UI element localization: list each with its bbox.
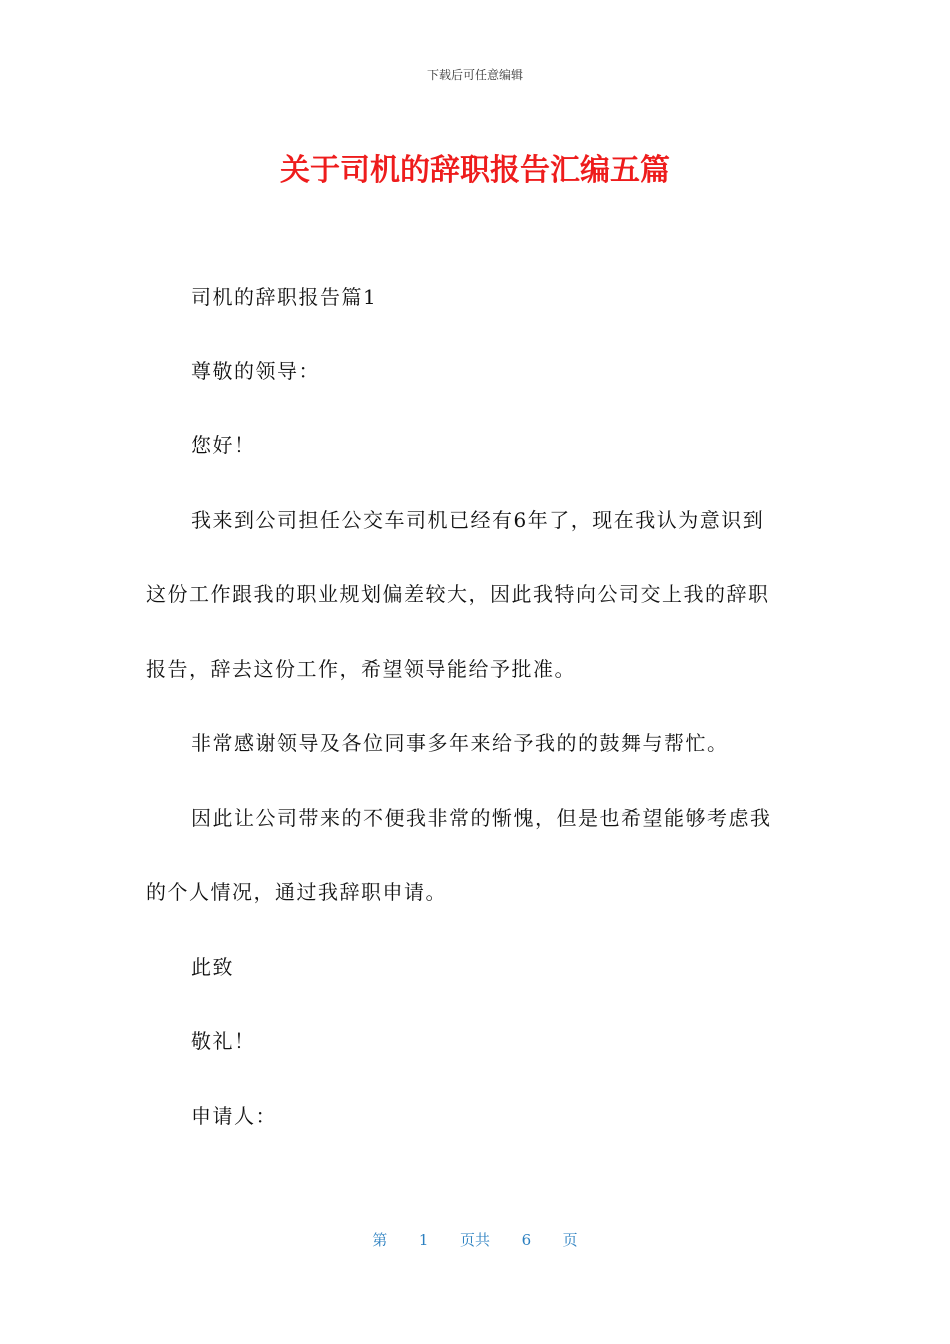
- body-line-6: 报告，辞去这份工作，希望领导能给予批准。: [146, 657, 576, 681]
- page-total: 6: [521, 1231, 532, 1249]
- page-suffix: 页: [562, 1231, 578, 1249]
- page-footer: [0, 1229, 950, 1250]
- body-line-7: 非常感谢领导及各位同事多年来给予我的的鼓舞与帮忙。: [191, 731, 729, 755]
- body-line-4: 我来到公司担任公交车司机已经有6年了，现在我认为意识到: [191, 508, 765, 532]
- body-line-12: 申请人：: [191, 1104, 277, 1128]
- body-line-5: 这份工作跟我的职业规划偏差较大，因此我特向公司交上我的辞职: [146, 582, 770, 606]
- body-line-8: 因此让公司带来的不便我非常的惭愧，但是也希望能够考虑我: [191, 806, 772, 830]
- body-line-10: 此致: [191, 955, 234, 979]
- body-line-9: 的个人情况，通过我辞职申请。: [146, 880, 447, 904]
- body-line-3: 您好！: [191, 433, 256, 457]
- body-line-11: 敬礼！: [191, 1029, 256, 1053]
- page-prefix: 第: [372, 1231, 388, 1249]
- body-line-1: 司机的辞职报告篇1: [191, 285, 378, 309]
- page-mid: 页共: [459, 1231, 490, 1249]
- body-line-2: 尊敬的领导：: [191, 359, 320, 383]
- document-title: 关于司机的辞职报告汇编五篇: [280, 153, 670, 188]
- header-note: 下载后可任意编辑: [426, 68, 523, 82]
- page-current: 1: [418, 1231, 429, 1249]
